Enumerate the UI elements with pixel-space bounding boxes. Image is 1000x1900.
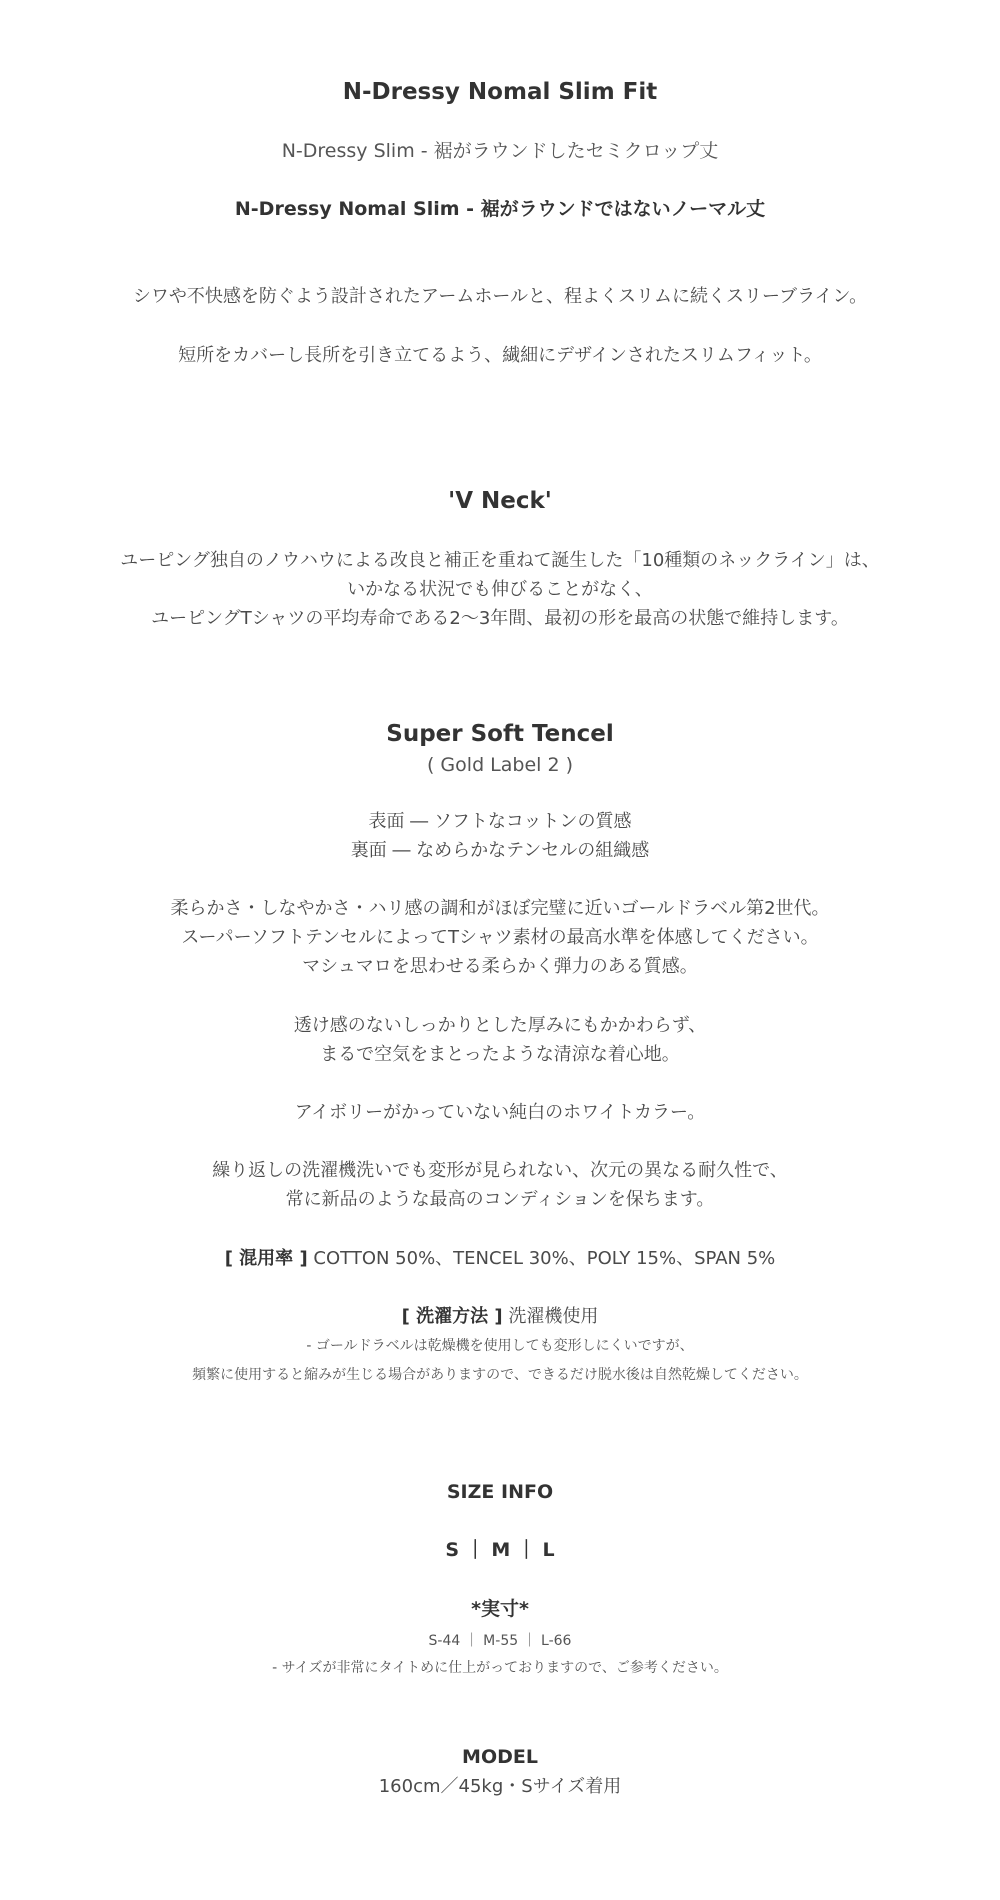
neck-line-1: ユーピング独自のノウハウによる改良と補正を重ねて誕生した「10種類のネックライン」は、	[120, 550, 880, 571]
fabric-para3: アイボリーがかっていない純白のホワイトカラー。	[294, 1102, 706, 1123]
fabric-para4-line-1: 繰り返しの洗濯機洗いでも変形が見られない、次元の異なる耐久性で、	[212, 1160, 788, 1181]
neck-line-3: ユーピングTシャツの平均寿命である2〜3年間、最初の形を最高の状態で維持します。	[151, 608, 849, 629]
fabric-surface-line: 表面 ― ソフトなコットンの質感	[368, 811, 632, 832]
blend-label: [ 混用率 ]	[224, 1248, 308, 1269]
fabric-back-line: 裏面 ― なめらかなテンセルの組織感	[350, 840, 650, 861]
fit-description-2: 短所をカバーし長所を引き立てるよう、繊細にデザインされたスリムフィット。	[178, 345, 822, 366]
fabric-para1-line-2: スーパーソフトテンセルによってTシャツ素材の最高水準を体感してください。	[181, 927, 819, 948]
wash-note-1: - ゴールドラベルは乾燥機を使用しても変形しにくいですが、	[306, 1338, 694, 1354]
model-title: MODEL	[462, 1746, 538, 1768]
fit-variant-slim: N-Dressy Slim - 裾がラウンドしたセミクロップ丈	[281, 140, 719, 162]
neck-title: 'V Neck'	[448, 488, 552, 514]
fabric-para4-line-2: 常に新品のような最高のコンディションを保ちます。	[285, 1189, 715, 1210]
size-info-title: SIZE INFO	[446, 1481, 554, 1503]
neck-line-2: いかなる状況でも伸びることがなく、	[347, 579, 653, 600]
fabric-subtitle: ( Gold Label 2 )	[426, 754, 574, 776]
wash-note-2: 頻繁に使用すると縮みが生じる場合がありますので、できるだけ脱水後は自然乾燥してください。	[192, 1367, 808, 1383]
fabric-para1-line-1: 柔らかさ・しなやかさ・ハリ感の調和がほぼ完璧に近いゴールドラベル第2世代。	[170, 898, 830, 919]
fabric-title: Super Soft Tencel	[386, 721, 614, 747]
fit-variant-nomal: N-Dressy Nomal Slim - 裾がラウンドではないノーマル丈	[234, 198, 766, 220]
fabric-wash	[0, 1306, 1000, 1329]
fit-description-1: シワや不快感を防ぐよう設計されたアームホールと、程よくスリムに続くスリーブライン。	[132, 286, 868, 307]
size-note: - サイズが非常にタイトめに仕上がっておりますので、ご参考ください。	[272, 1660, 728, 1676]
wash-value: 洗濯機使用	[502, 1306, 599, 1327]
blend-value: COTTON 50%、TENCEL 30%、POLY 15%、SPAN 5%	[307, 1248, 776, 1269]
fabric-para2-line-2: まるで空気をまとったような清涼な着心地。	[320, 1044, 680, 1065]
fabric-para1-line-3: マシュマロを思わせる柔らかく弾力のある質感。	[302, 956, 698, 977]
size-list: S ｜ M ｜ L	[445, 1539, 555, 1561]
actual-size-values: S-44 ｜ M-55 ｜ L-66	[428, 1633, 572, 1649]
model-info: 160cm／45kg・Sサイズ着用	[378, 1776, 622, 1797]
fabric-blend	[0, 1248, 1000, 1271]
actual-size-title: *実寸*	[471, 1598, 529, 1620]
fit-title: N-Dressy Nomal Slim Fit	[342, 79, 658, 105]
fabric-para2-line-1: 透け感のないしっかりとした厚みにもかかわらず、	[293, 1015, 707, 1036]
wash-label: [ 洗濯方法 ]	[401, 1306, 503, 1327]
